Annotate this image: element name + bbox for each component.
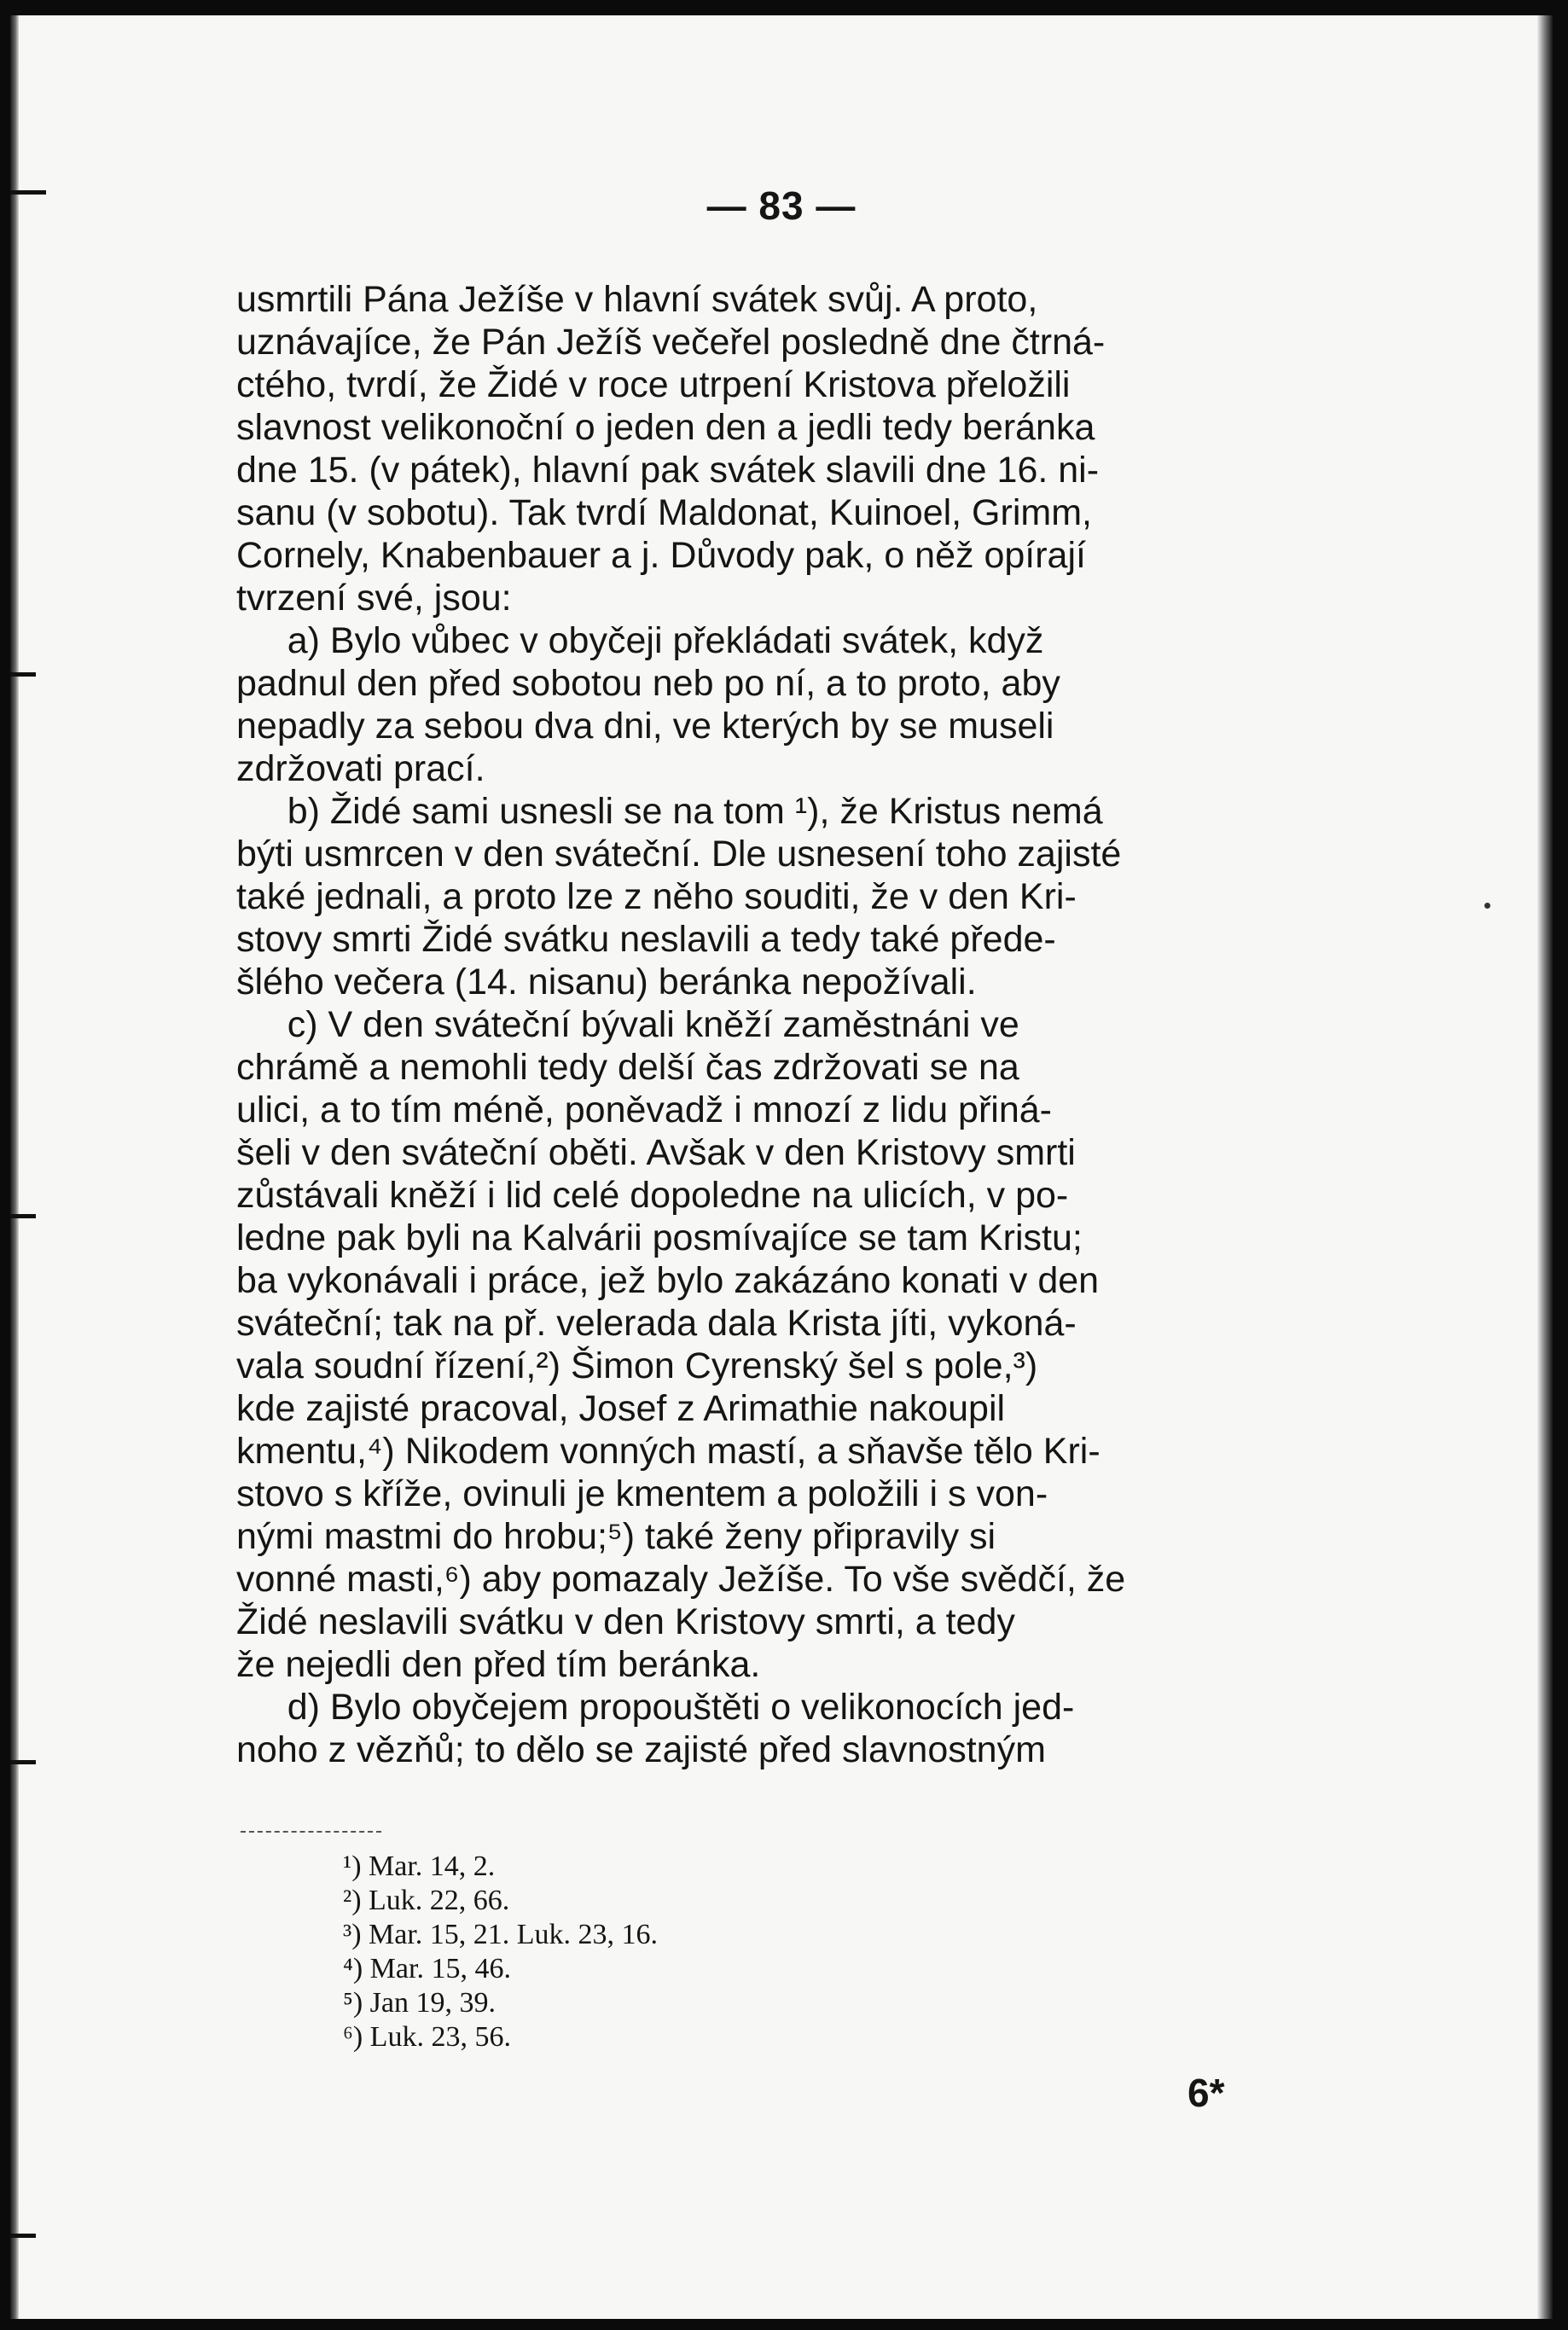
page-number: — 83 — xyxy=(706,183,857,228)
margin-tick xyxy=(10,1760,36,1764)
print-speck xyxy=(1484,903,1490,909)
signature-mark: 6* xyxy=(1188,2071,1225,2115)
page-right-edge xyxy=(1537,15,1553,2319)
footnotes: ¹) Mar. 14, 2. ²) Luk. 22, 66. ³) Mar. 15, 21. Luk. 23, 16. ⁴) Mar. 15, 46. ⁵) Jan 19, 39. ⁶) Luk. 23, 56. xyxy=(343,1851,659,2053)
margin-tick xyxy=(10,1214,36,1218)
footnote-separator xyxy=(241,1831,381,1833)
page-left-edge xyxy=(10,15,19,2319)
body-text: usmrtili Pána Ježíše v hlavní svátek svůj. A proto, uznávajíce, že Pán Ježíš večeřel posledně dne čtrná- ctého, tvrdí, že Židé v roce utrpení Kristova přeložili slavnost velikonoční o jeden den a jedli tedy beránka dne 15. (v pátek), hlavní pak svátek slavili dne 16. ni- sanu (v sobotu). Tak tvrdí Maldonat, Kuinoel, Grimm, Cornely, Knabenbauer a j. Důvody pak, o něž opírají tvrzení své, jsou: a) Bylo vůbec v obyčeji překládati svátek, když padnul den před sobotou neb po ní, a to proto, aby nepadly za sebou dva dni, ve kterých by se museli zdržovati prací. b) Židé sami usnesli se na tom ¹), že Kristus nemá býti usmrcen v den sváteční. Dle usnesení toho zajisté také jednali, a proto lze z něho souditi, že v den Kri- stovy smrti Židé svátku neslavili a tedy také předе- šlého večera (14. nisanu) beránka nepožívali. c) V den sváteční bývali kněží zaměstnáni ve chrámě a nemohli tedy delší čas zdržovati se na ulici, a to tím méně, poněvadž i mnozí z lidu přiná- šeli v den sváteční oběti. Avšak v den Kristovy smrti zůstávali kněží i lid celé dopoledne na ulicích, v po- ledne pak byli na Kalvárii posmívajíce se tam Kristu; ba vykonávali i práce, jež bylo zakázáno konati v den sváteční; tak na př. velerada dala Krista jíti, vykoná- vala soudní řízení,²) Šimon Cyrenský šel s pole,³) kde zajisté pracoval, Josef z Arimathie nakoupil kmentu,⁴) Nikodem vonných mastí, a sňavše tělo Kri- stovo s kříže, ovinuli je kmentem a položili i s von- nými mastmi do hrobu;⁵) také ženy připravily si vonné masti,⁶) aby pomazaly Ježíše. To vše svědčí, že Židé neslavili svátku v den Kristovy smrti, a tedy že nejedli den před tím beránka. d) Bylo obyčejem propouštěti o velikonocích jed- noho z vězňů; to dělo se zajisté před slavnostným xyxy=(236,279,1126,1770)
scanned-page xyxy=(10,15,1553,2319)
margin-tick xyxy=(10,672,36,677)
margin-tick xyxy=(10,2234,36,2238)
